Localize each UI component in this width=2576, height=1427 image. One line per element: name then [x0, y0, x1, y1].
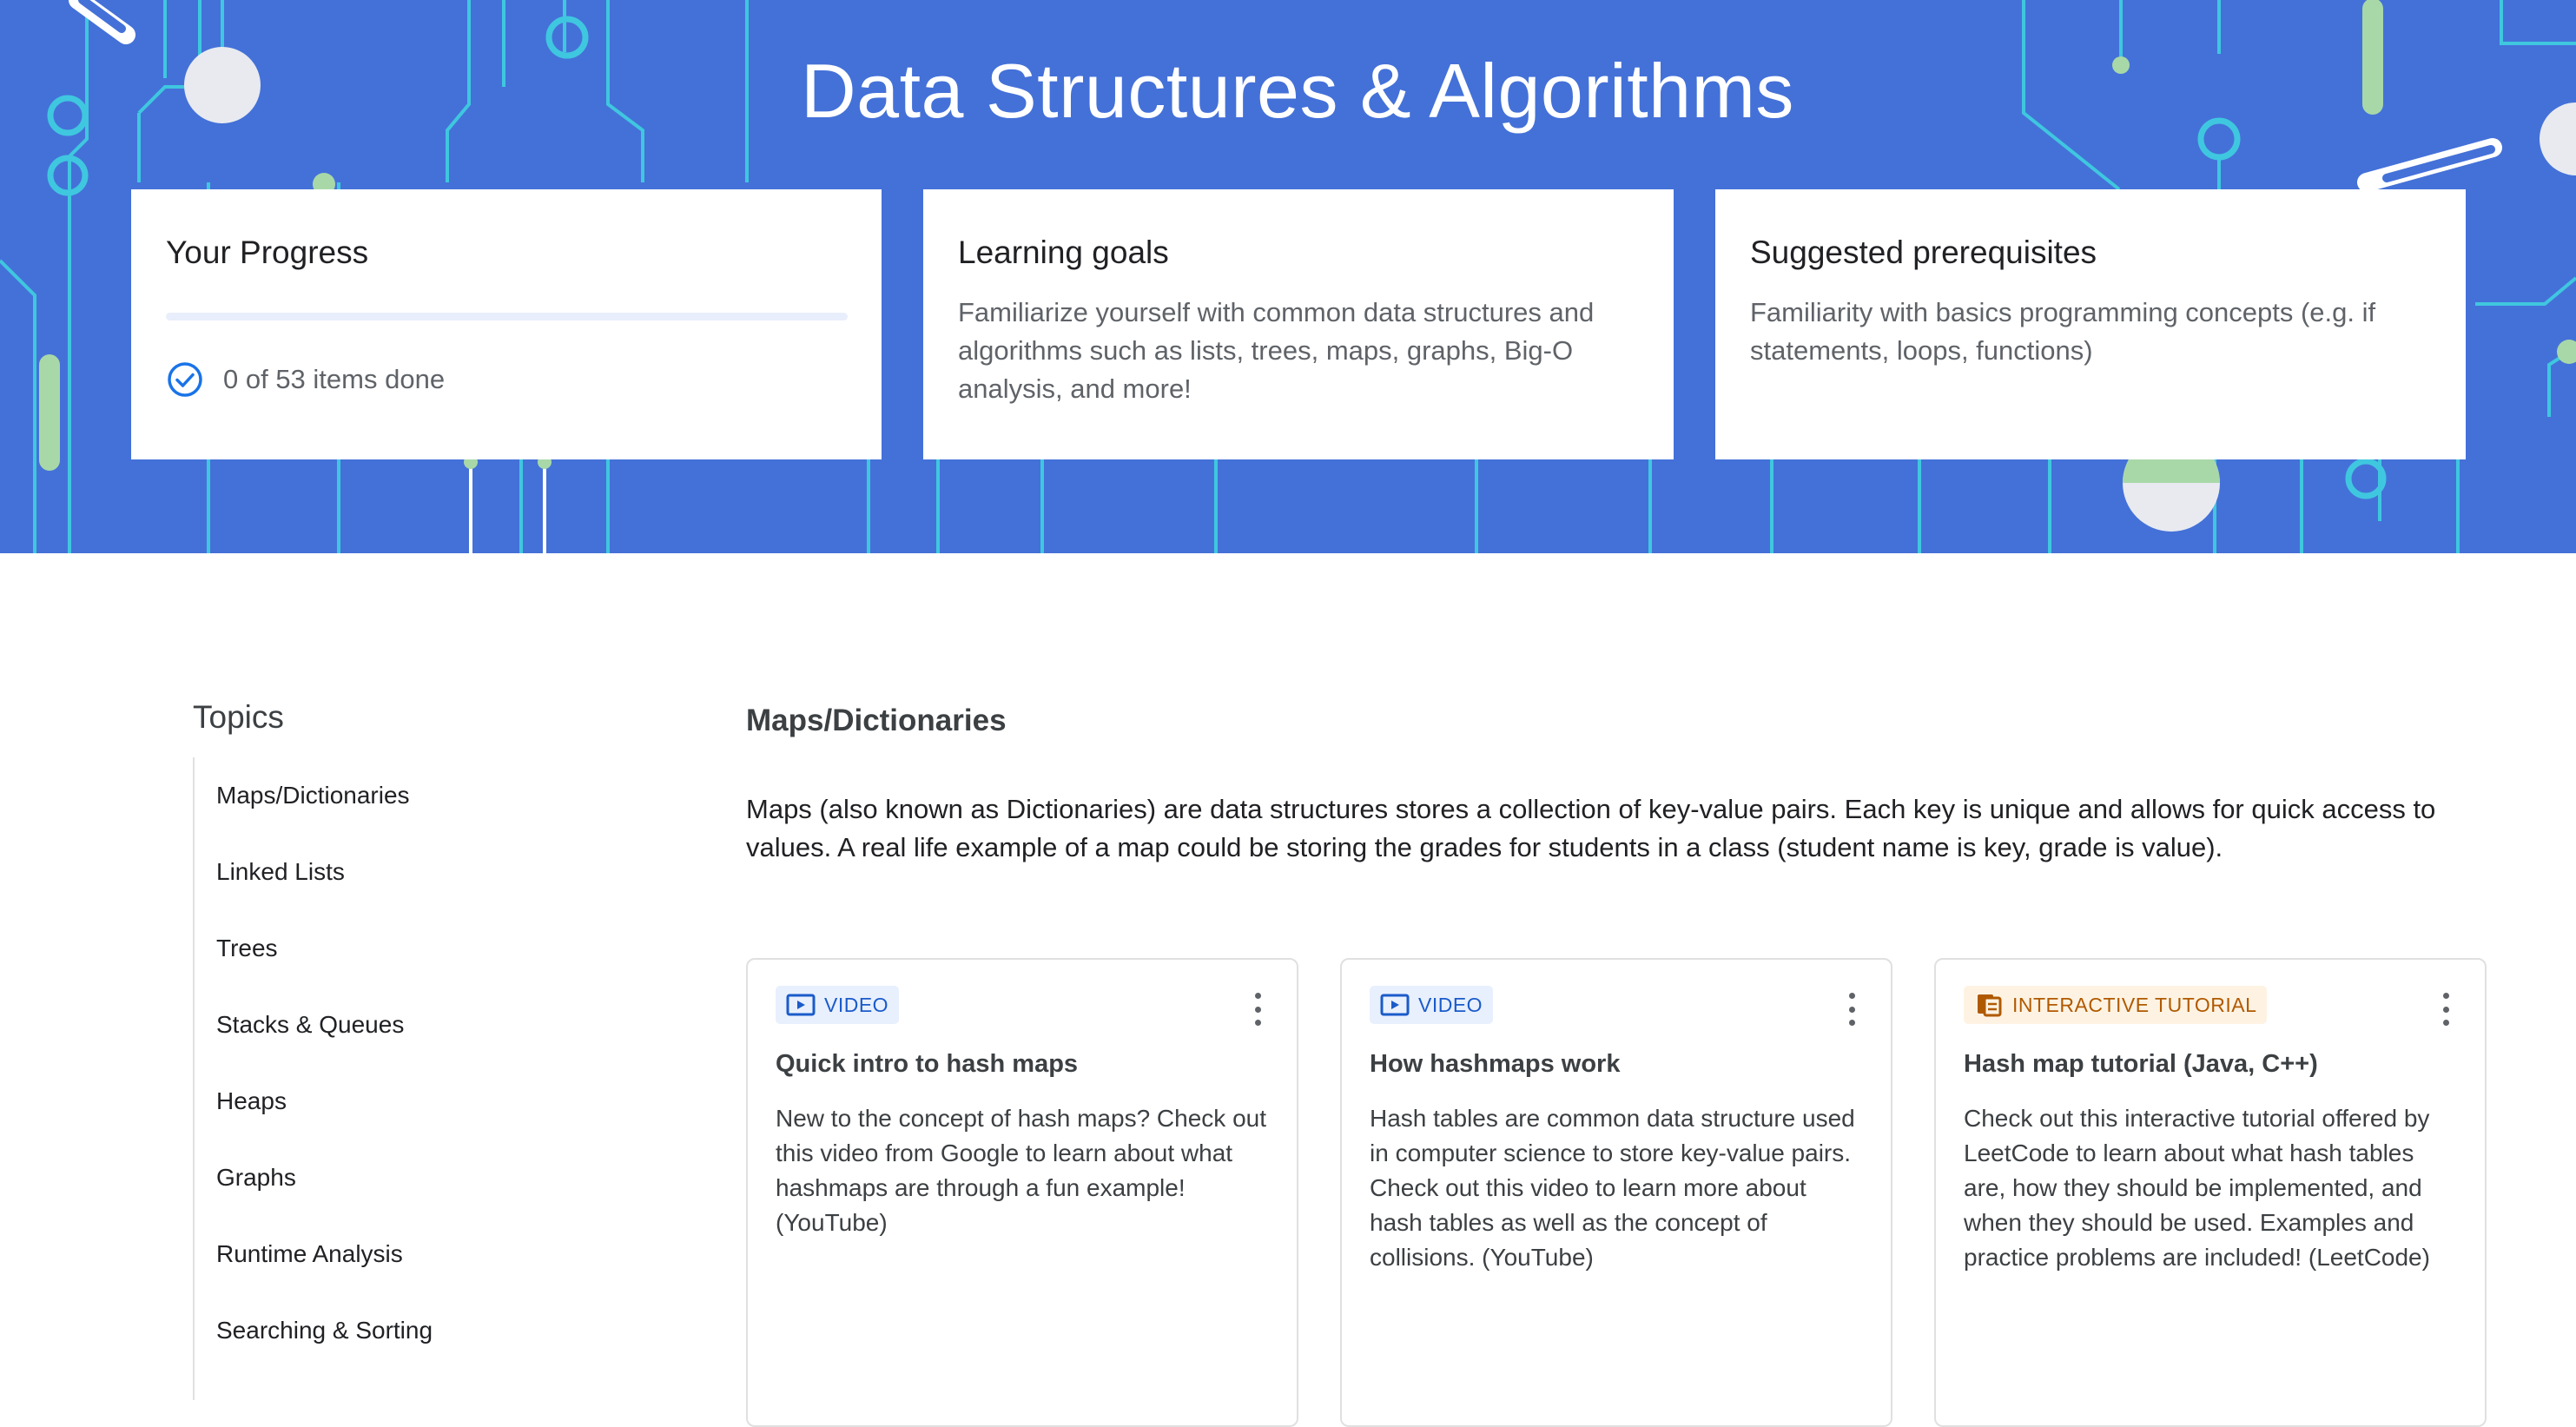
resource-card[interactable]: [746, 958, 1298, 1427]
progress-card: [131, 189, 882, 459]
resource-description: New to the concept of hash maps? Check out this video from Google to learn about what hashmaps are through a fun example! (YouTube): [776, 1105, 1266, 1236]
dot-icon: [2443, 1020, 2449, 1026]
topic-item-trees[interactable]: Trees: [216, 935, 278, 961]
badge-label: VIDEO: [824, 993, 889, 1016]
resource-type-badge: [1370, 986, 1493, 1024]
progress-bar: [166, 313, 848, 320]
progress-card-title: Your Progress: [166, 235, 369, 270]
dot-icon: [2443, 1007, 2449, 1013]
more-options-button[interactable]: [1844, 993, 1859, 1026]
video-icon: [1380, 993, 1410, 1017]
learning-goals-title: Learning goals: [958, 235, 1169, 270]
resource-description: Hash tables are common data structure used in computer science to store key-value pairs. Check out this video to learn more about hash tables as well as the concept of collisions. (YouTube): [1370, 1105, 1855, 1271]
dot-icon: [1255, 993, 1261, 999]
more-options-button[interactable]: [1250, 993, 1265, 1026]
topic-item-stacks-queues[interactable]: Stacks & Queues: [216, 1011, 405, 1038]
resource-card[interactable]: [1340, 958, 1892, 1427]
hero-banner: [0, 0, 2576, 553]
topics-nav: [193, 757, 679, 1400]
resource-type-badge: [1964, 986, 2267, 1024]
dot-icon: [1255, 1007, 1261, 1013]
resource-title[interactable]: Quick intro to hash maps: [776, 1050, 1079, 1078]
topic-item-maps-dictionaries[interactable]: Maps/Dictionaries: [216, 782, 410, 809]
dot-icon: [1255, 1020, 1261, 1026]
resource-card[interactable]: [1934, 958, 2487, 1427]
resource-title[interactable]: How hashmaps work: [1370, 1050, 1621, 1078]
topic-item-linked-lists[interactable]: Linked Lists: [216, 858, 345, 885]
topics-heading: Topics: [193, 699, 284, 735]
learning-goals-text: Familiarize yourself with common data structures and algorithms such as lists, trees, maps, graphs, Big-O analysis, and more!: [958, 297, 1595, 404]
badge-label: VIDEO: [1418, 993, 1483, 1016]
progress-status-text: 0 of 53 items done: [223, 364, 446, 394]
check-circle-icon: [166, 360, 204, 399]
section-description: Maps (also known as Dictionaries) are data structures stores a collection of key-value pairs. Each key is unique and allows for quick access to values. A real life example of a map could be storing the grades for students in a class (student name is key, grade is value).: [746, 794, 2436, 862]
topic-item-heaps[interactable]: Heaps: [216, 1087, 287, 1114]
dot-icon: [1849, 993, 1855, 999]
topic-item-graphs[interactable]: Graphs: [216, 1164, 296, 1191]
resource-type-badge: [776, 986, 899, 1024]
video-icon: [786, 993, 816, 1017]
resource-title[interactable]: Hash map tutorial (Java, C++): [1964, 1050, 2318, 1078]
resource-description: Check out this interactive tutorial offered by LeetCode to learn about what hash tables are, how they should be implemented, and when they should be used. Examples and practice problems are included! (LeetCode): [1964, 1105, 2430, 1271]
badge-label: INTERACTIVE TUTORIAL: [2012, 993, 2257, 1016]
prerequisites-text: Familiarity with basics programming concepts (e.g. if statements, loops, functions): [1750, 297, 2376, 366]
prerequisites-title: Suggested prerequisites: [1750, 235, 2097, 270]
section-title: Maps/Dictionaries: [746, 704, 1007, 737]
learning-goals-card: [923, 189, 1674, 459]
tutorial-icon: [1974, 993, 2004, 1017]
dot-icon: [2443, 993, 2449, 999]
topic-item-runtime-analysis[interactable]: Runtime Analysis: [216, 1240, 403, 1267]
dot-icon: [1849, 1020, 1855, 1026]
progress-status: [166, 360, 847, 399]
dot-icon: [1849, 1007, 1855, 1013]
prerequisites-card: [1715, 189, 2466, 459]
page-title: Data Structures & Algorithms: [801, 48, 1794, 134]
topic-item-searching-sorting[interactable]: Searching & Sorting: [216, 1317, 433, 1344]
more-options-button[interactable]: [2438, 993, 2454, 1026]
